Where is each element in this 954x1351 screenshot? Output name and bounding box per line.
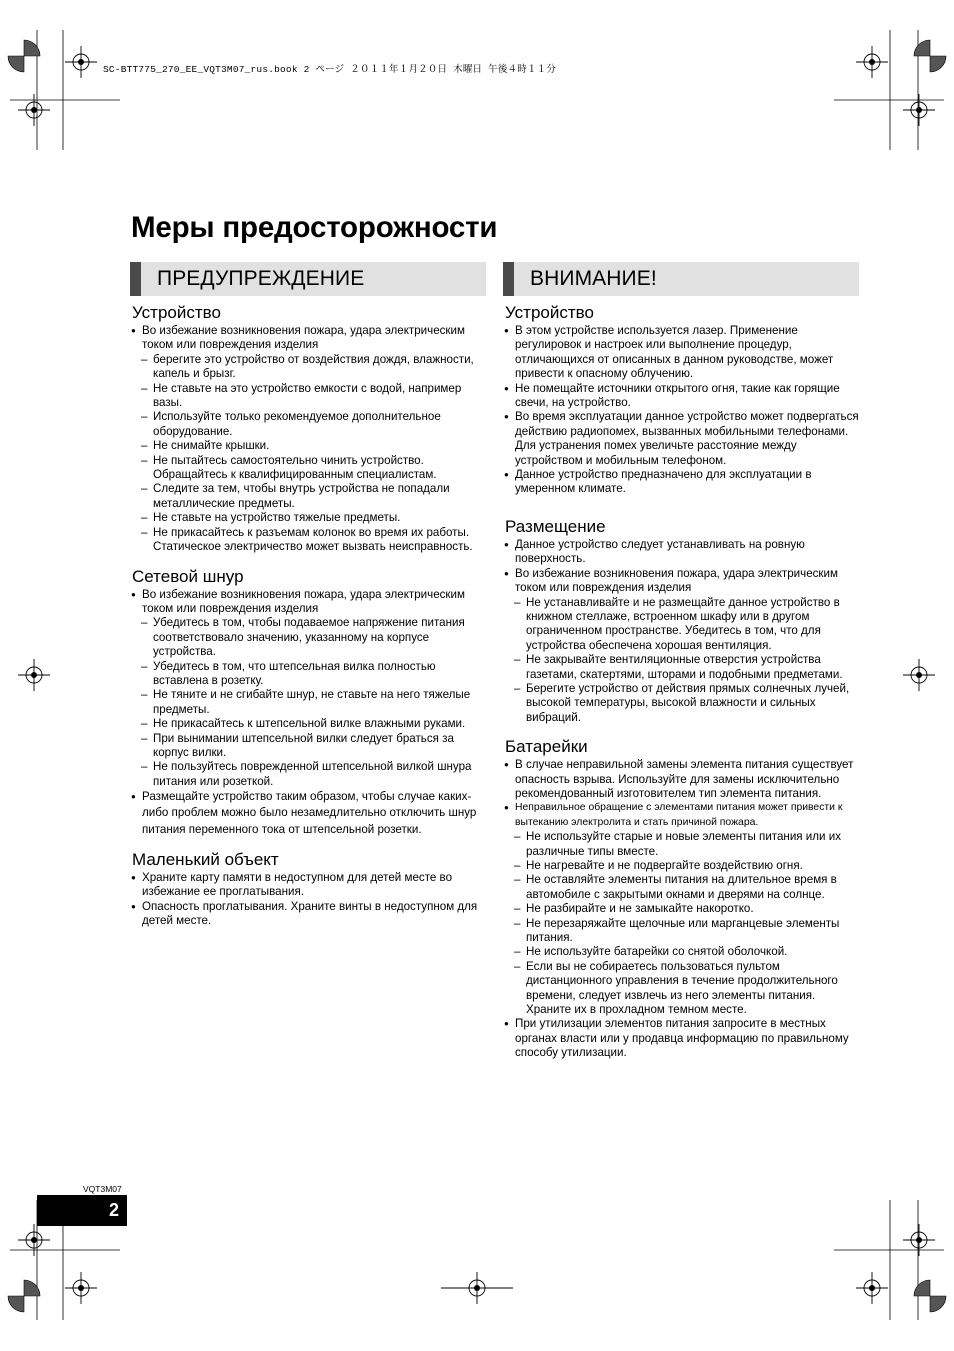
list-item: – Берегите устройство от действия прямых солнечных лучей, высокой температуры, высокой влажности и сильных вибраций. bbox=[503, 682, 859, 725]
group-title: Сетевой шнур bbox=[132, 566, 244, 586]
group-title: Устройство bbox=[505, 303, 594, 322]
list-item: ● Во избежание возникновения пожара, удара электрическим током или повреждения изделия – берегите это устройство от воздействия дождя, влажности, капель и брызг. – Не ставьте на это устройство емкости с водой, например вазы. – Используйте только рекомендуемое дополнительное оборудование. – Не снимайте крышки. – Не пытайтесь самостоятельно чинить устройство. Обращайтесь к квалифицированным специалистам. – Следите за тем, чтобы внутрь устройства не попадали металлические предметы. – Не ставьте на устройство тяжелые предметы. – Не прикасайтесь к разъемам колонок во время их работы. Статическое электричество может вызвать неисправность. bbox=[130, 324, 486, 555]
list-item: ● При утилизации элементов питания запросите в местных органах власти или у продавца информацию по правильному способу утилизации. bbox=[503, 1017, 859, 1060]
list-item: – Не устанавливайте и не размещайте данное устройство в книжном стеллаже, встроенном шкафу или в другом ограниченном пространстве. Убедитесь в том, что для устройства обеспечена хорошая вентиляция. bbox=[503, 596, 859, 654]
group-title: Батарейки bbox=[505, 737, 588, 757]
list-item: – Не ставьте на устройство тяжелые предметы. bbox=[130, 511, 486, 525]
list-item: ● Во избежание возникновения пожара, удара электрическим током или повреждения изделия – Убедитесь в том, чтобы подаваемое напряжение питания соответствовало значению, указанному на корпусе устройства. – Убедитесь в том, что штепсельная вилка полностью вставлена в розетку. – Не тяните и не сгибайте шнур, не ставьте на него тяжелые предметы. – Не прикасайтесь к штепсельной вилке влажными руками. – При вынимании штепсельной вилки следует браться за корпус вилки. – Не пользуйтесь поврежденной штепсельной вилкой шнура питания или розеткой. bbox=[130, 588, 486, 790]
list-item: – Не нагревайте и не подвергайте воздействию огня. bbox=[503, 859, 859, 873]
list-item: ● В случае неправильной замены элемента питания существует опасность взрыва. Используйте для замены исключительно рекомендованный изготовителем тип элемента питания. bbox=[503, 758, 859, 801]
list-item: – Не используйте батарейки со снятой оболочкой. bbox=[503, 945, 859, 959]
group-title: Размещение bbox=[505, 516, 606, 536]
list-item: – Не оставляйте элементы питания на длительное время в автомобиле с закрытыми окнами и дверями на солнце. bbox=[503, 873, 859, 902]
list-item: – Не пользуйтесь поврежденной штепсельной вилкой шнура питания или розеткой. bbox=[130, 760, 486, 789]
list-item: – Убедитесь в том, что штепсельная вилка полностью вставлена в розетку. bbox=[130, 660, 486, 689]
list-item: – Не снимайте крышки. bbox=[130, 439, 486, 453]
list-item: ● Данное устройство следует устанавливать на ровную поверхность. bbox=[503, 538, 859, 567]
list-item: – Не прикасайтесь к разъемам колонок во время их работы. Статическое электричество может вызвать неисправность. bbox=[130, 526, 486, 555]
list-item: – При вынимании штепсельной вилки следует браться за корпус вилки. bbox=[130, 732, 486, 761]
list-item: ● Храните карту памяти в недоступном для детей месте во избежание ее проглатывания. bbox=[130, 871, 486, 900]
caution-placement-group bbox=[503, 517, 859, 725]
list-item: – Не закрывайте вентиляционные отверстия устройства газетами, скатертями, шторами и подобными предметами. bbox=[503, 653, 859, 682]
print-header: SC-BTT775_270_EE_VQT3M07_rus.book 2 ページ ２０１１年１月２０日 木曜日 午後４時１１分 bbox=[103, 64, 557, 75]
page-number: 2 bbox=[37, 1195, 127, 1226]
warning-small-object-group bbox=[130, 850, 486, 929]
list-item: ● Во избежание возникновения пожара, удара электрическим током или повреждения изделия – Не устанавливайте и не размещайте данное устройство в книжном стеллаже, встроенном шкафу или в другом ограниченном пространстве. Убедитесь в том, что для устройства обеспечена хорошая вентиляция. – Не закрывайте вентиляционные отверстия устройства газетами, скатертями, шторами и подобными предметами. – Берегите устройство от действия прямых солнечных лучей, высокой температуры, высокой влажности и сильных вибраций. bbox=[503, 567, 859, 725]
list-item: ● Во время эксплуатации данное устройство может подвергаться действию радиопомех, вызванных мобильными телефонами. Для устранения помех увеличьте расстояние между устройством и мобильным телефоном. bbox=[503, 410, 859, 468]
list-item: – Не перезаряжайте щелочные или марганцевые элементы питания. bbox=[503, 917, 859, 946]
list-item: ● Данное устройство предназначено для эксплуатации в умеренном климате. bbox=[503, 468, 859, 497]
list-item: – берегите это устройство от воздействия дождя, влажности, капель и брызг. bbox=[130, 353, 486, 382]
caution-heading-bar bbox=[503, 262, 859, 296]
warning-column bbox=[130, 262, 486, 928]
caution-heading: ВНИМАНИЕ! bbox=[530, 267, 657, 290]
list-item: – Не пытайтесь самостоятельно чинить устройство. Обращайтесь к квалифицированным специалистам. bbox=[130, 454, 486, 483]
list-item: – Не прикасайтесь к штепсельной вилке влажными руками. bbox=[130, 717, 486, 731]
list-item: ● В этом устройстве используется лазер. Применение регулировок и настроек или выполнение процедур, отличающихся от описанных в данном руководстве, может привести к опасному облучению. bbox=[503, 324, 859, 382]
list-item: ● Не помещайте источники открытого огня, такие как горящие свечи, на устройство. bbox=[503, 382, 859, 411]
caution-batteries-group bbox=[503, 737, 859, 1061]
caution-device-group bbox=[503, 303, 859, 497]
list-item: – Следите за тем, чтобы внутрь устройства не попадали металлические предметы. bbox=[130, 482, 486, 511]
list-item: ● Неправильное обращение с элементами питания может привести к вытеканию электролита и стать причиной пожара. – Не используйте старые и новые элементы питания или их различные типы вместе. – Не нагревайте и не подвергайте воздействию огня. – Не оставляйте элементы питания на длительное время в автомобиле с закрытыми окнами и дверями на солнце. – Не разбирайте и не замыкайте накоротко. – Не перезаряжайте щелочные или марганцевые элементы питания. – Не используйте батарейки со снятой оболочкой. – Если вы не собираетесь пользоваться пультом дистанционного управления в течение продолжительного времени, следует извлечь из него элементы питания. Храните их в прохладном темном месте. bbox=[503, 801, 859, 1017]
list-item: – Не разбирайте и не замыкайте накоротко. bbox=[503, 902, 859, 916]
list-item: ● Опасность проглатывания. Храните винты в недоступном для детей месте. bbox=[130, 900, 486, 929]
list-item: – Если вы не собираетесь пользоваться пультом дистанционного управления в течение продолжительного времени, следует извлечь из него элементы питания. Храните их в прохладном темном месте. bbox=[503, 960, 859, 1018]
list-item: ● Размещайте устройство таким образом, чтобы случае каких-либо проблем можно было незамедлительно отключить шнур питания переменного тока от штепсельной розетки. bbox=[130, 789, 486, 838]
warning-cord-group bbox=[130, 567, 486, 838]
list-item: – Используйте только рекомендуемое дополнительное оборудование. bbox=[130, 410, 486, 439]
list-item: – Не тяните и не сгибайте шнур, не ставьте на него тяжелые предметы. bbox=[130, 688, 486, 717]
model-code: VQT3M07 bbox=[83, 1184, 122, 1194]
group-title: Устройство bbox=[132, 303, 221, 322]
warning-heading-bar bbox=[130, 262, 486, 296]
list-item: – Не используйте старые и новые элементы питания или их различные типы вместе. bbox=[503, 830, 859, 859]
heading-accent bbox=[503, 262, 514, 296]
group-title: Маленький объект bbox=[132, 849, 279, 869]
warning-device-group bbox=[130, 303, 486, 555]
heading-accent bbox=[130, 262, 141, 296]
list-item: – Не ставьте на это устройство емкости с водой, например вазы. bbox=[130, 382, 486, 411]
caution-column bbox=[503, 262, 859, 1061]
list-item: – Убедитесь в том, чтобы подаваемое напряжение питания соответствовало значению, указанному на корпусе устройства. bbox=[130, 616, 486, 659]
warning-heading: ПРЕДУПРЕЖДЕНИЕ bbox=[157, 267, 365, 290]
page-title: Меры предосторожности bbox=[131, 211, 498, 244]
